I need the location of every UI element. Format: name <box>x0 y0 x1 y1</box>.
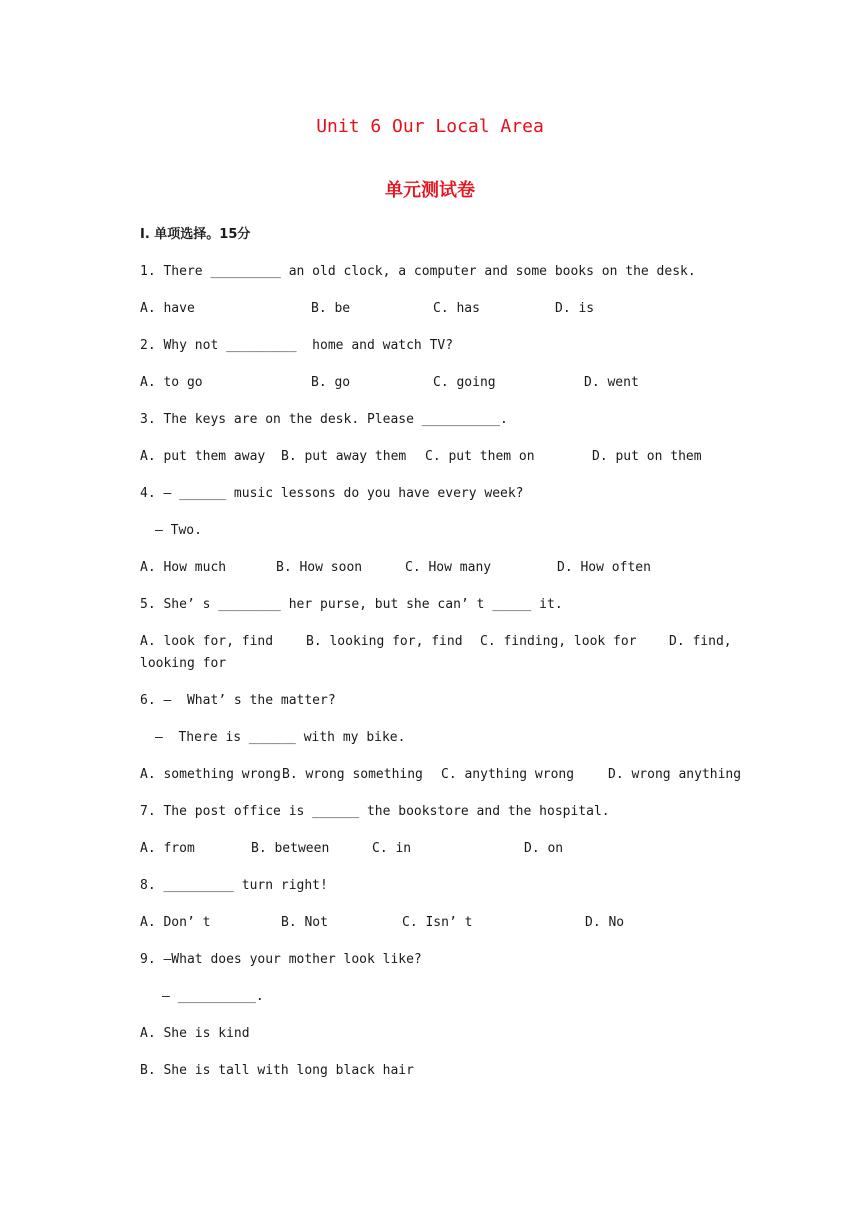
question-stem: 1. There _________ an old clock, a computer and some books on the desk. <box>140 264 696 279</box>
document-title: Unit 6 Our Local Area <box>316 116 544 137</box>
question-stem: 5. She’ s ________ her purse, but she can’ t _____ it. <box>140 597 563 612</box>
option-b: B. between <box>251 841 330 856</box>
option-d-continued: looking for <box>140 656 227 671</box>
option-c: C. going <box>433 375 496 390</box>
section-heading: I. 单项选择。15分 <box>140 227 251 242</box>
question-stem: 8. _________ turn right! <box>140 878 328 893</box>
option-a: A. from <box>140 841 195 856</box>
option-a: A. She is kind <box>140 1026 250 1041</box>
option-c: C. How many <box>405 560 492 575</box>
option-b: B. be <box>311 301 351 316</box>
option-d: D. How often <box>557 560 651 575</box>
option-c: C. finding, look for <box>480 634 637 649</box>
option-d: D. No <box>585 915 625 930</box>
option-b: B. go <box>311 375 351 390</box>
document-subtitle: 单元测试卷 <box>385 180 475 201</box>
option-b: B. How soon <box>276 560 363 575</box>
option-d: D. wrong anything <box>608 767 742 782</box>
question-stem: 6. — What’ s the matter? <box>140 693 336 708</box>
question-stem: 4. — ______ music lessons do you have every week? <box>140 486 524 501</box>
option-b: B. put away them <box>281 449 407 464</box>
option-c: C. put them on <box>425 449 535 464</box>
option-c: C. has <box>433 301 480 316</box>
question-stem: 7. The post office is ______ the bookstore and the hospital. <box>140 804 610 819</box>
question-stem: 2. Why not _________ home and watch TV? <box>140 338 454 353</box>
option-a: A. something wrong <box>140 767 281 782</box>
option-a: A. look for, find <box>140 634 274 649</box>
option-c: C. Isn’ t <box>402 915 473 930</box>
question-stem: 9. —What does your mother look like? <box>140 952 422 967</box>
option-c: C. in <box>372 841 412 856</box>
option-d: D. find, <box>669 634 732 649</box>
option-b: B. She is tall with long black hair <box>140 1063 414 1078</box>
option-d: D. is <box>555 301 595 316</box>
question-answer-line: — There is ______ with my bike. <box>155 730 406 745</box>
option-b: B. looking for, find <box>306 634 463 649</box>
option-b: B. wrong something <box>282 767 423 782</box>
option-d: D. put on them <box>592 449 702 464</box>
option-d: D. went <box>584 375 639 390</box>
option-a: A. put them away <box>140 449 266 464</box>
option-b: B. Not <box>281 915 328 930</box>
question-stem: 3. The keys are on the desk. Please __________. <box>140 412 508 427</box>
option-d: D. on <box>524 841 564 856</box>
option-a: A. to go <box>140 375 203 390</box>
option-a: A. Don’ t <box>140 915 211 930</box>
option-a: A. How much <box>140 560 227 575</box>
option-c: C. anything wrong <box>441 767 575 782</box>
option-a: A. have <box>140 301 195 316</box>
question-answer-line: — __________. <box>162 989 264 1004</box>
question-answer-line: — Two. <box>155 523 202 538</box>
